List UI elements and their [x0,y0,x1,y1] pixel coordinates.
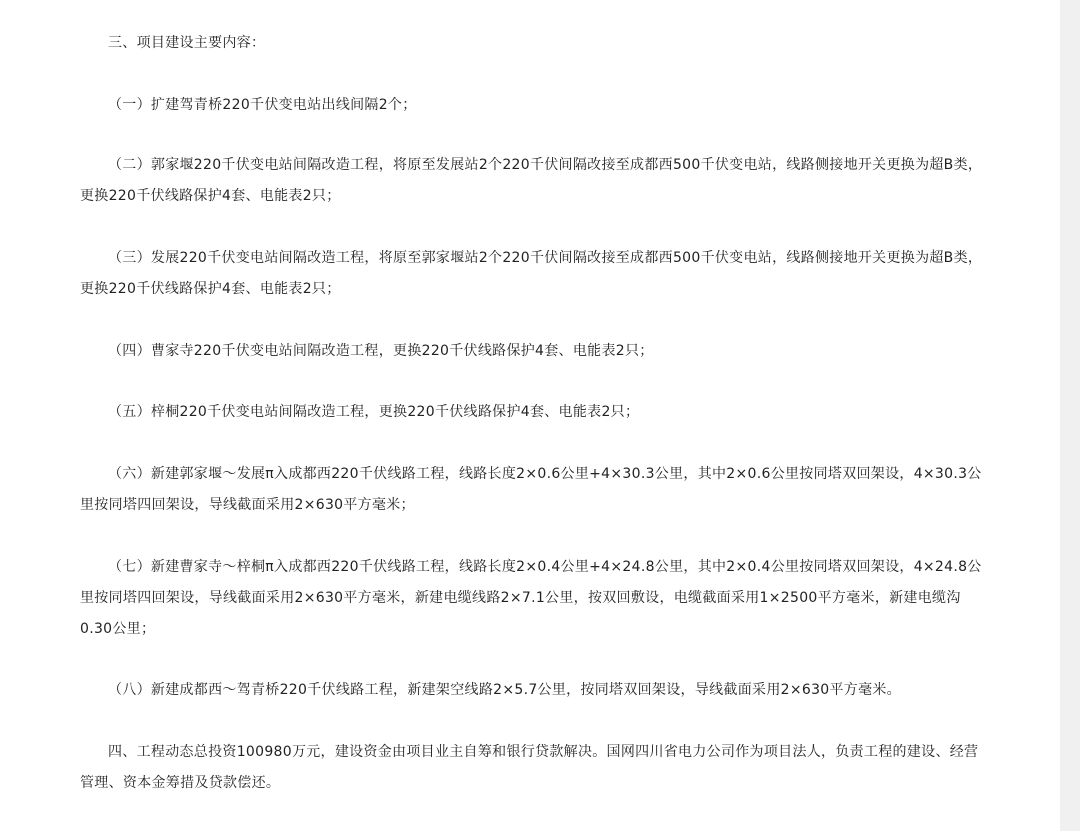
item-6: （六）新建郭家堰～发展π入成都西220千伏线路工程，线路长度2×0.6公里+4×30.3公里，其中2×0.6公里按同塔双回架设，4×30.3公里按同塔四回架设，导线截面采用2×630平方毫米； [80,466,982,513]
item-4: （四）曹家寺220千伏变电站间隔改造工程，更换220千伏线路保护4套、电能表2只； [108,343,654,359]
section-heading-3: 三、项目建设主要内容： [108,35,266,51]
item-7: （七）新建曹家寺～梓桐π入成都西220千伏线路工程，线路长度2×0.4公里+4×24.8公里，其中2×0.4公里按同塔双回架设，4×24.8公里按同塔四回架设，导线截面采用2×630平方毫米，新建电缆线路2×7.1公里，按双回敷设，电缆截面采用1×2500平方毫米，新建电缆沟0.30公里； [80,559,982,637]
scrollbar-track[interactable] [1060,0,1080,831]
item-1: （一）扩建驾青桥220千伏变电站出线间隔2个； [108,97,417,113]
item-3: （三）发展220千伏变电站间隔改造工程，将原至郭家堰站2个220千伏间隔改接至成都西500千伏变电站，线路侧接地开关更换为超B类，更换220千伏线路保护4套、电能表2只； [80,250,983,297]
item-5: （五）梓桐220千伏变电站间隔改造工程，更换220千伏线路保护4套、电能表2只； [108,404,640,420]
section-heading-4: 四、工程动态总投资100980万元，建设资金由项目业主自筹和银行贷款解决。国网四川省电力公司作为项目法人，负责工程的建设、经营管理、资本金筹措及贷款偿还。 [80,744,979,791]
item-8: （八）新建成都西～驾青桥220千伏线路工程，新建架空线路2×5.7公里，按同塔双回架设，导线截面采用2×630平方毫米。 [108,682,901,698]
item-2: （二）郭家堰220千伏变电站间隔改造工程，将原至发展站2个220千伏间隔改接至成都西500千伏变电站，线路侧接地开关更换为超B类，更换220千伏线路保护4套、电能表2只； [80,157,983,204]
